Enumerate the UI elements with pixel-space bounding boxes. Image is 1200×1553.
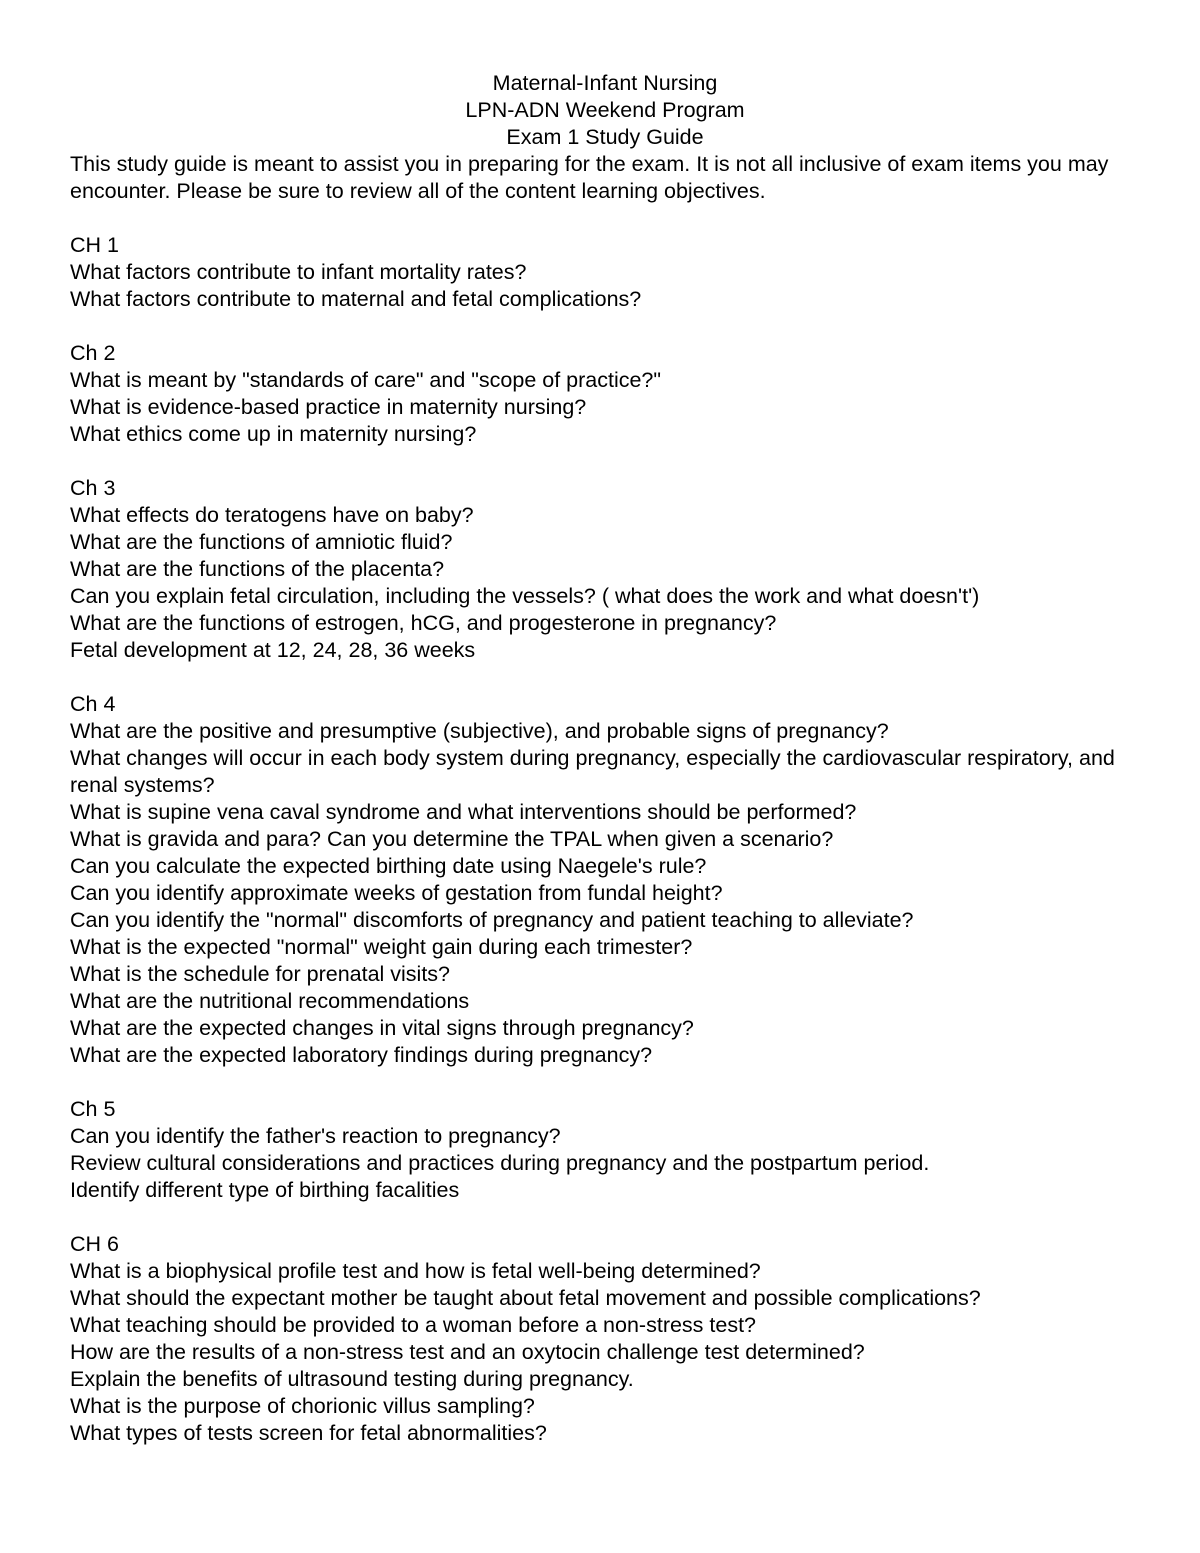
section-title: Ch 4 (70, 692, 116, 716)
section-title: CH 6 (70, 1232, 119, 1256)
program-title: LPN-ADN Weekend Program (465, 98, 745, 122)
question-item: What are the functions of the placenta? (70, 557, 445, 581)
document-header (70, 70, 1140, 151)
section-title: Ch 5 (70, 1097, 116, 1121)
question-item: What is evidence-based practice in maternity nursing? (70, 395, 587, 419)
question-item: Can you identify the father's reaction to pregnancy? (70, 1124, 561, 1148)
question-item: What effects do teratogens have on baby? (70, 503, 474, 527)
section-ch1 (70, 232, 1140, 313)
question-item: What should the expectant mother be taught about fetal movement and possible complications? (70, 1286, 981, 1310)
question-item: What is supine vena caval syndrome and what interventions should be performed? (70, 800, 857, 824)
section-ch6 (70, 1231, 1140, 1447)
question-item: What factors contribute to infant mortality rates? (70, 260, 527, 284)
question-item: Review cultural considerations and practices during pregnancy and the postpartum period. (70, 1151, 930, 1175)
question-item: What types of tests screen for fetal abnormalities? (70, 1421, 547, 1445)
question-item: What are the expected laboratory findings during pregnancy? (70, 1043, 653, 1067)
section-title: Ch 3 (70, 476, 116, 500)
question-item: Explain the benefits of ultrasound testing during pregnancy. (70, 1367, 634, 1391)
question-item: Can you identify approximate weeks of gestation from fundal height? (70, 881, 723, 905)
question-item: What is the schedule for prenatal visits? (70, 962, 451, 986)
section-ch3 (70, 475, 1140, 664)
question-item: What are the positive and presumptive (subjective), and probable signs of pregnancy? (70, 719, 889, 743)
question-item: Can you calculate the expected birthing date using Naegele's rule? (70, 854, 707, 878)
question-item: What are the nutritional recommendations (70, 989, 470, 1013)
question-item: What are the functions of estrogen, hCG, and progesterone in pregnancy? (70, 611, 777, 635)
question-item: What is the purpose of chorionic villus sampling? (70, 1394, 535, 1418)
question-item: What are the functions of amniotic fluid? (70, 530, 453, 554)
question-item: What is gravida and para? Can you determine the TPAL when given a scenario? (70, 827, 834, 851)
guide-title: Exam 1 Study Guide (506, 125, 704, 149)
question-item: What factors contribute to maternal and fetal complications? (70, 287, 642, 311)
section-ch4 (70, 691, 1140, 1069)
section-title: Ch 2 (70, 341, 116, 365)
question-item: What ethics come up in maternity nursing? (70, 422, 477, 446)
question-item: Identify different type of birthing facalities (70, 1178, 460, 1202)
question-item: Can you identify the "normal" discomforts of pregnancy and patient teaching to alleviate? (70, 908, 914, 932)
question-item: What is the expected "normal" weight gain during each trimester? (70, 935, 693, 959)
question-item: Can you explain fetal circulation, including the vessels? ( what does the work and what doesn't') (70, 584, 980, 608)
section-ch5 (70, 1096, 1140, 1204)
question-item: Fetal development at 12, 24, 28, 36 weeks (70, 638, 476, 662)
section-title: CH 1 (70, 233, 119, 257)
course-title: Maternal-Infant Nursing (492, 71, 718, 95)
question-item: What is meant by "standards of care" and "scope of practice?" (70, 368, 662, 392)
question-item: What changes will occur in each body system during pregnancy, especially the cardiovascular respiratory, and renal systems? (70, 746, 1115, 797)
question-item: What teaching should be provided to a woman before a non-stress test? (70, 1313, 757, 1337)
intro-paragraph: This study guide is meant to assist you in preparing for the exam. It is not all inclusive of exam items you may encounter. Please be sure to review all of the content learning objectives. (70, 152, 1109, 203)
question-item: What are the expected changes in vital signs through pregnancy? (70, 1016, 694, 1040)
section-ch2 (70, 340, 1140, 448)
question-item: What is a biophysical profile test and how is fetal well-being determined? (70, 1259, 761, 1283)
question-item: How are the results of a non-stress test and an oxytocin challenge test determined? (70, 1340, 865, 1364)
